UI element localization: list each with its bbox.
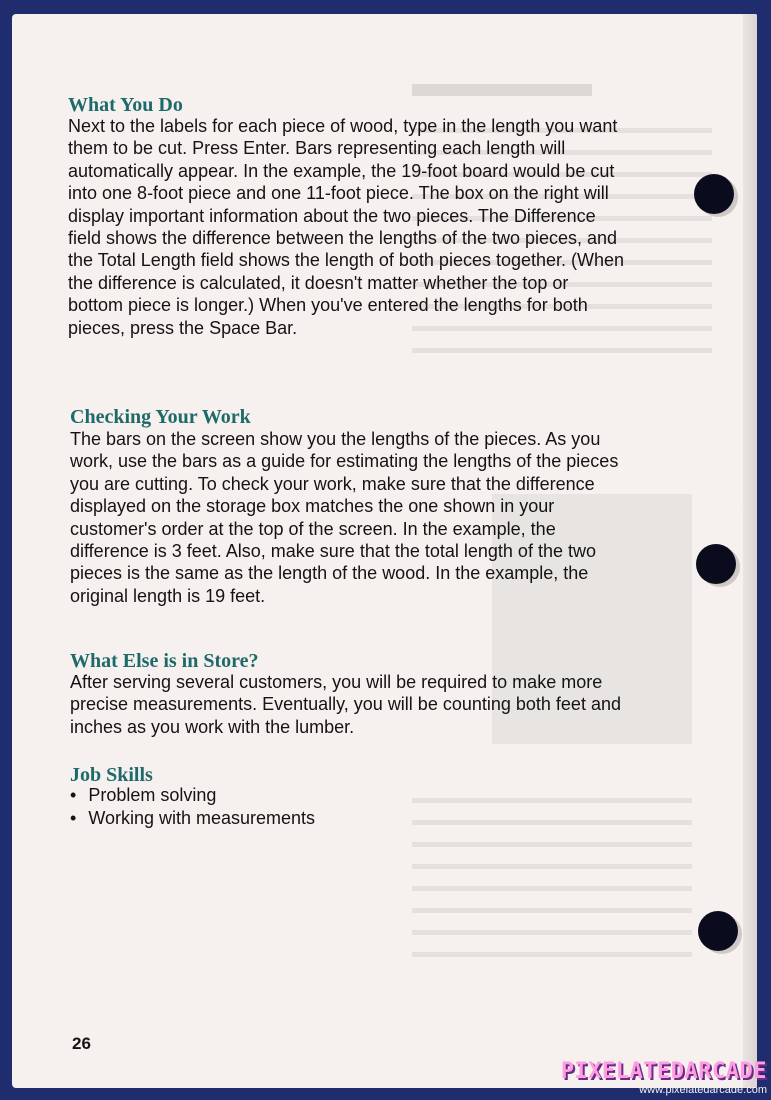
binder-hole <box>696 544 736 584</box>
what-you-do-heading: What You Do <box>68 94 183 116</box>
job-skills-heading: Job Skills <box>70 764 153 786</box>
what-else-heading: What Else is in Store? <box>70 650 259 672</box>
page-number: 26 <box>72 1034 91 1053</box>
what-you-do-text: Next to the labels for each piece of wood, type in the length you want them to be cut. Press Enter. Bars representing each length will automatically appear. In the example, the 19-foot board would be cut into one 8-foot piece and one 11-foot piece. The box on the right will display important information about the two pieces. The Difference field shows the difference between the lengths of the two pieces, and the Total Length field shows the length of both pieces together. (When the difference is calculated, it doesn't matter whether the top or bottom piece is longer.) When you've entered the lengths for both pieces, press the Space Bar. <box>68 116 625 338</box>
list-item: • Working with measurements <box>70 807 315 830</box>
watermark-title: PIXELATEDARCADE <box>560 1059 767 1084</box>
checking-work-text: The bars on the screen show you the lengths of the pieces. As you work, use the bars as a guide for estimating the lengths of the pieces you are cutting. To check your work, make sure that the difference displayed on the storage box matches the one shown in your customer's order at the top of the screen. In the example, the difference is 3 feet. Also, make sure that the total length of the two pieces is the same as the length of the wood. In the example, the original length is 19 feet. <box>70 429 619 606</box>
binder-hole <box>694 174 734 214</box>
page-edge <box>743 14 757 1088</box>
watermark-url: www.pixelatedarcade.com <box>639 1084 767 1096</box>
job-skills-list <box>70 784 315 830</box>
what-else-text: After serving several customers, you will be required to make more precise measurements. Eventually, you will be counting both feet and inches as you work with the lumber. <box>70 672 621 737</box>
watermark <box>561 1060 767 1097</box>
manual-page <box>12 14 757 1088</box>
binder-hole <box>698 911 738 951</box>
list-item: • Problem solving <box>70 784 315 807</box>
checking-work-heading: Checking Your Work <box>70 406 251 428</box>
